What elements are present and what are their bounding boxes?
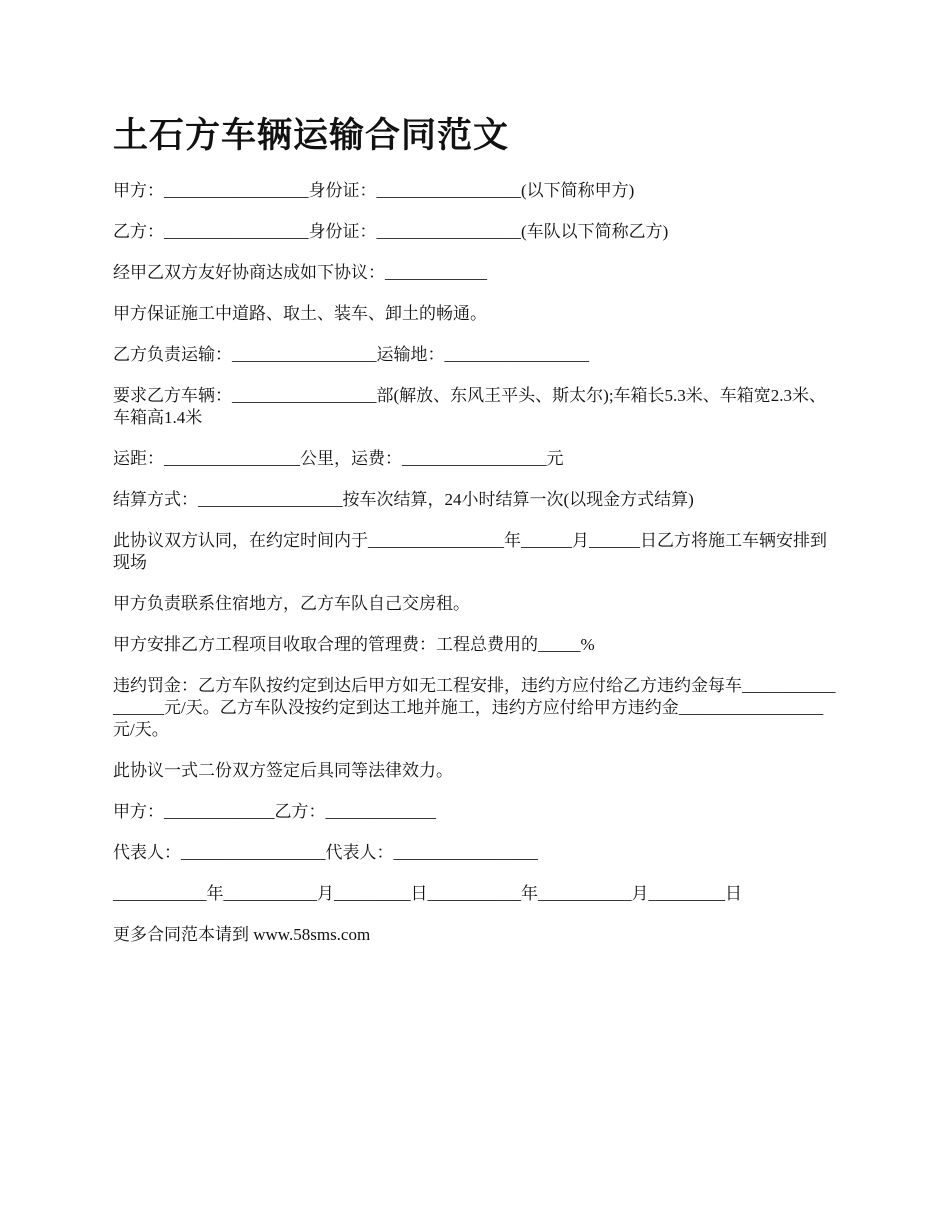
party-b-line: 乙方：_________________身份证：_________________(车队以下简称乙方) (113, 222, 669, 241)
signature-representatives: 代表人：_________________代表人：_________________ (113, 843, 538, 862)
clause-validity: 此协议一式二份双方签定后具同等法律效力。 (113, 761, 453, 780)
document-title: 土石方车辆运输合同范文 (113, 116, 510, 155)
agreement-intro: 经甲乙双方友好协商达成如下协议：____________ (113, 263, 487, 282)
clause-schedule: 此协议双方认同，在约定时间内于________________年______月______日乙方将施工车辆安排到现场 (113, 531, 827, 572)
clause-lodging: 甲方负责联系住宿地方，乙方车队自己交房租。 (113, 594, 470, 613)
clause-transport: 乙方负责运输：_________________运输地：_________________ (113, 345, 589, 364)
clause-penalty: 违约罚金：乙方车队按约定到达后甲方如无工程安排，违约方应付给乙方违约金每车_________________元/天。乙方车队没按约定到达工地并施工，违约方应付给甲方违约金_________________元/天。 (113, 676, 836, 739)
signature-parties: 甲方：_____________乙方：_____________ (113, 802, 436, 821)
footer-more-templates: 更多合同范本请到 www.58sms.com (113, 925, 371, 944)
party-a-line: 甲方：_________________身份证：_________________(以下简称甲方) (113, 181, 635, 200)
clause-management-fee: 甲方安排乙方工程项目收取合理的管理费：工程总费用的_____% (113, 635, 595, 654)
contract-page (113, 112, 843, 965)
clause-road-access: 甲方保证施工中道路、取土、装车、卸土的畅通。 (113, 304, 487, 323)
signature-dates: ___________年___________月_________日___________年___________月_________日 (113, 884, 742, 903)
clause-settlement: 结算方式：_________________按车次结算，24小时结算一次(以现金方式结算) (113, 490, 694, 509)
clause-distance-fee: 运距：________________公里，运费：_________________元 (113, 449, 564, 468)
clause-vehicles: 要求乙方车辆：_________________部(解放、东风王平头、斯太尔);车箱长5.3米、车箱宽2.3米、车箱高1.4米 (113, 386, 827, 427)
